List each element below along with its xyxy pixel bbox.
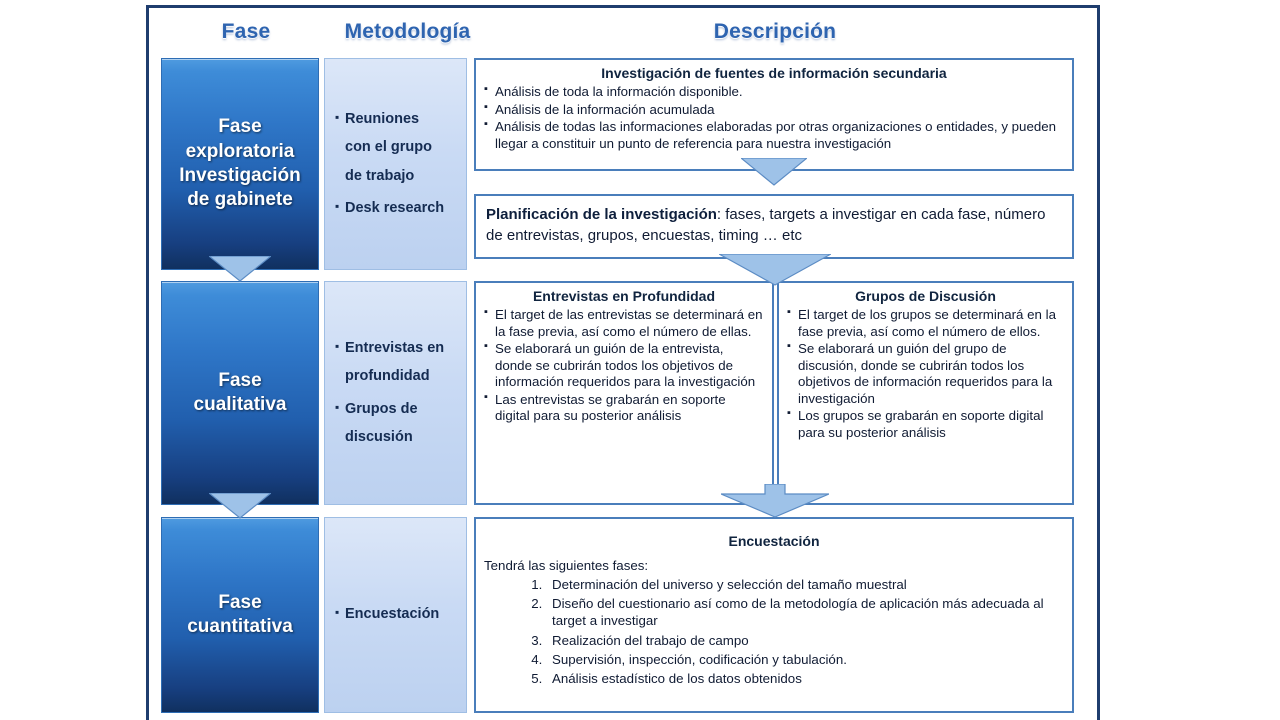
arrow-down-planificacion-to-cualitativa	[719, 254, 831, 286]
methodology-item	[335, 201, 460, 216]
methodology-item-line: Desk research	[345, 199, 445, 216]
desc-title: Investigación de fuentes de información secundaria	[601, 65, 947, 81]
methodology-item-line: discusión	[345, 428, 413, 445]
column-header-metodologia: Metodología	[344, 20, 471, 43]
desc-bullet: ▪ Análisis de toda la información disponible.	[484, 84, 1064, 100]
methodology-item-line: Grupos de	[345, 400, 418, 417]
methodology-item-line: Encuestación	[345, 606, 440, 623]
phase-line: de gabinete	[187, 189, 293, 211]
desc-box-encuestacion	[474, 517, 1074, 713]
methodology-item-line: Reuniones	[345, 111, 420, 128]
desc-box-planificacion	[474, 194, 1074, 259]
phase-line: Fase	[218, 116, 262, 138]
desc-bullet: ▪ El target de las entrevistas se determinará en la fase previa, así como el número de ellas.	[484, 307, 764, 340]
methodology-item-line: con el grupo	[345, 139, 432, 156]
planificacion-text	[486, 204, 1064, 246]
phase-box-cualitativa	[161, 281, 319, 505]
arrow-down-cualitativa-to-encuestacion	[721, 484, 829, 518]
methodology-item-line: Entrevistas en	[345, 340, 445, 357]
methodology-item	[335, 607, 460, 622]
phase-line: Investigación	[179, 165, 301, 186]
methodology-item	[335, 112, 460, 184]
encuestacion-step: 4. Supervisión, inspección, codificación y tabulación.	[546, 651, 1064, 668]
encuestacion-step: 3. Realización del trabajo de campo	[546, 632, 1064, 649]
phase-box-exploratoria	[161, 58, 319, 270]
desc-title: Grupos de Discusión	[855, 288, 996, 304]
desc-bullet: ▪ Las entrevistas se grabarán en soporte digital para su posterior análisis	[484, 392, 764, 425]
methodology-item-line: profundidad	[345, 368, 430, 385]
desc-bullet: ▪ Se elaborará un guión del grupo de discusión, donde se cubrirán todos los objetivos de información requeridos para la investigación	[787, 341, 1064, 407]
methodology-item-line: de trabajo	[345, 167, 415, 184]
desc-bullet: ▪ El target de los grupos se determinará en la fase previa, así como el número de ellos.	[787, 307, 1064, 340]
desc-box-fuentes-secundarias	[474, 58, 1074, 171]
encuestacion-step: 5. Análisis estadístico de los datos obtenidos	[546, 670, 1064, 687]
arrow-down-phase1	[209, 256, 271, 282]
column-header-descripcion: Descripción	[713, 20, 837, 43]
phase-box-cuantitativa	[161, 517, 319, 713]
diagram-frame	[146, 5, 1100, 720]
methodology-box-exploratoria	[324, 58, 467, 270]
desc-title: Entrevistas en Profundidad	[532, 288, 716, 304]
phase-line: cualitativa	[193, 394, 287, 415]
arrow-down-phase2	[209, 493, 271, 519]
desc-bullet: ▪ Análisis de la información acumulada	[484, 102, 1064, 118]
desc-bullet: ▪ Se elaborará un guión de la entrevista, donde se cubrirán todos los objetivos de información requeridos para la investigación	[484, 341, 764, 390]
encuestacion-step: 2. Diseño del cuestionario así como de la metodología de aplicación más adecuada al target a investigar	[546, 595, 1064, 630]
phase-line: Fase	[218, 591, 262, 613]
planificacion-lead: Planificación de la investigación	[486, 206, 717, 223]
encuestacion-step: 1. Determinación del universo y selección del tamaño muestral	[546, 576, 1064, 593]
desc-bullet: ▪ Los grupos se grabarán en soporte digital para su posterior análisis	[787, 408, 1064, 441]
methodology-box-cuantitativa	[324, 517, 467, 713]
methodology-box-cualitativa	[324, 281, 467, 505]
column-header-fase: Fase	[221, 20, 271, 43]
arrow-down-fuentes-to-planificacion	[741, 158, 807, 186]
encuestacion-lead: Tendrá las siguientes fases:	[484, 558, 649, 574]
phase-line: cuantitativa	[187, 616, 293, 637]
phase-line: exploratoria	[185, 140, 295, 162]
desc-bullet: ▪ Análisis de todas las informaciones elaboradas por otras organizaciones o entidades, y pueden llegar a constituir un punto de referencia para nuestra investigación	[484, 119, 1064, 152]
desc-title: Encuestación	[728, 533, 820, 549]
desc-box-grupos	[777, 281, 1074, 505]
planificacion-rest: : fases, targets a investigar en cada fase, número de entrevistas, grupos, encuestas, timing … etc	[486, 206, 1046, 244]
desc-box-entrevistas	[474, 281, 774, 505]
phase-line: Fase	[218, 369, 262, 391]
methodology-item	[335, 341, 460, 384]
methodology-item	[335, 402, 460, 445]
